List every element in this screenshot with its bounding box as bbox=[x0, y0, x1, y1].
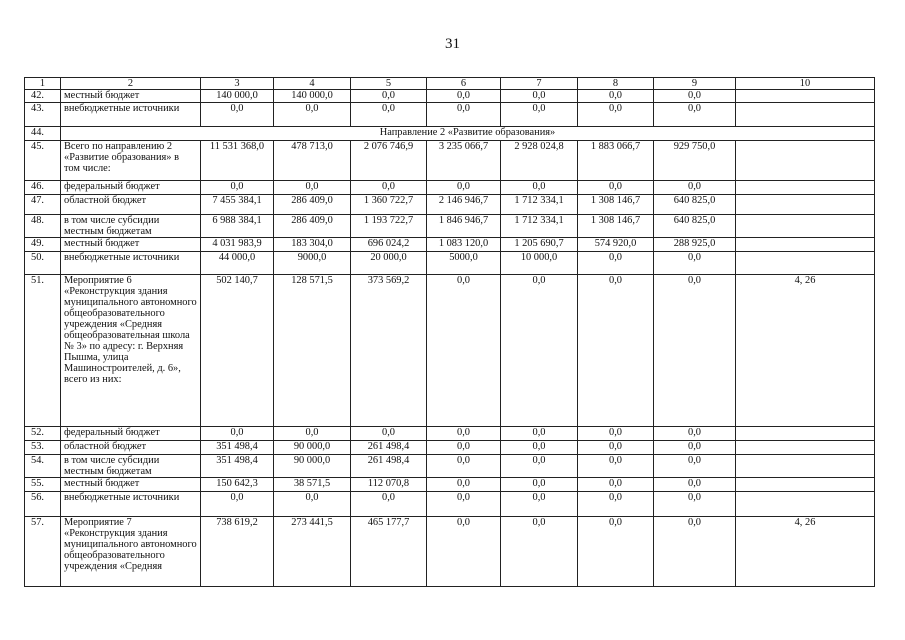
value-cell: 0,0 bbox=[578, 427, 654, 441]
value-cell: 3 235 066,7 bbox=[427, 141, 501, 181]
row-label: Всего по направлению 2 «Развитие образования» в том числе: bbox=[61, 141, 201, 181]
value-cell: 2 928 024,8 bbox=[501, 141, 578, 181]
value-cell: 0,0 bbox=[501, 181, 578, 195]
value-cell: 0,0 bbox=[578, 275, 654, 427]
value-cell: 640 825,0 bbox=[654, 215, 736, 238]
value-cell: 0,0 bbox=[274, 492, 351, 517]
value-cell: 286 409,0 bbox=[274, 215, 351, 238]
value-cell: 0,0 bbox=[654, 275, 736, 427]
value-cell: 0,0 bbox=[578, 441, 654, 455]
value-cell: 112 070,8 bbox=[351, 478, 427, 492]
value-cell: 696 024,2 bbox=[351, 238, 427, 252]
value-cell: 273 441,5 bbox=[274, 517, 351, 587]
value-cell: 5000,0 bbox=[427, 252, 501, 275]
target-ref-cell bbox=[736, 141, 875, 181]
target-ref-cell bbox=[736, 441, 875, 455]
row-number: 47. bbox=[25, 195, 61, 215]
row-label: областной бюджет bbox=[61, 195, 201, 215]
row-number: 42. bbox=[25, 90, 61, 103]
value-cell: 0,0 bbox=[501, 517, 578, 587]
value-cell: 0,0 bbox=[351, 181, 427, 195]
value-cell: 0,0 bbox=[427, 103, 501, 127]
value-cell: 0,0 bbox=[501, 275, 578, 427]
row-number: 52. bbox=[25, 427, 61, 441]
target-ref-cell: 4, 26 bbox=[736, 275, 875, 427]
value-cell: 929 750,0 bbox=[654, 141, 736, 181]
row-number: 48. bbox=[25, 215, 61, 238]
value-cell: 1 193 722,7 bbox=[351, 215, 427, 238]
row-label: местный бюджет bbox=[61, 90, 201, 103]
row-number: 57. bbox=[25, 517, 61, 587]
header-cell: 3 bbox=[201, 78, 274, 90]
value-cell: 0,0 bbox=[654, 455, 736, 478]
value-cell: 0,0 bbox=[427, 90, 501, 103]
target-ref-cell bbox=[736, 492, 875, 517]
value-cell: 0,0 bbox=[201, 103, 274, 127]
value-cell: 465 177,7 bbox=[351, 517, 427, 587]
value-cell: 0,0 bbox=[578, 478, 654, 492]
value-cell: 288 925,0 bbox=[654, 238, 736, 252]
value-cell: 0,0 bbox=[274, 103, 351, 127]
row-number: 44. bbox=[25, 127, 61, 141]
value-cell: 1 308 146,7 bbox=[578, 195, 654, 215]
value-cell: 0,0 bbox=[654, 478, 736, 492]
value-cell: 0,0 bbox=[654, 492, 736, 517]
row-label: в том числе субсидии местным бюджетам bbox=[61, 455, 201, 478]
row-label: областной бюджет bbox=[61, 441, 201, 455]
value-cell: 0,0 bbox=[501, 103, 578, 127]
target-ref-cell bbox=[736, 252, 875, 275]
table-row bbox=[25, 252, 875, 275]
value-cell: 0,0 bbox=[427, 517, 501, 587]
table-row bbox=[25, 517, 875, 587]
value-cell: 1 883 066,7 bbox=[578, 141, 654, 181]
table-row bbox=[25, 238, 875, 252]
row-number: 55. bbox=[25, 478, 61, 492]
section-row bbox=[25, 127, 875, 141]
table-row bbox=[25, 427, 875, 441]
header-row bbox=[25, 78, 875, 90]
value-cell: 351 498,4 bbox=[201, 441, 274, 455]
row-label: внебюджетные источники bbox=[61, 492, 201, 517]
header-cell: 1 bbox=[25, 78, 61, 90]
header-cell: 6 bbox=[427, 78, 501, 90]
value-cell: 1 308 146,7 bbox=[578, 215, 654, 238]
target-ref-cell bbox=[736, 478, 875, 492]
value-cell: 0,0 bbox=[427, 427, 501, 441]
header-cell: 5 bbox=[351, 78, 427, 90]
value-cell: 38 571,5 bbox=[274, 478, 351, 492]
value-cell: 0,0 bbox=[654, 517, 736, 587]
row-number: 43. bbox=[25, 103, 61, 127]
value-cell: 351 498,4 bbox=[201, 455, 274, 478]
table-row bbox=[25, 195, 875, 215]
page-number: 31 bbox=[445, 36, 460, 52]
header-cell: 10 bbox=[736, 78, 875, 90]
value-cell: 0,0 bbox=[501, 427, 578, 441]
target-ref-cell bbox=[736, 238, 875, 252]
value-cell: 10 000,0 bbox=[501, 252, 578, 275]
value-cell: 0,0 bbox=[427, 492, 501, 517]
value-cell: 0,0 bbox=[201, 181, 274, 195]
value-cell: 90 000,0 bbox=[274, 441, 351, 455]
row-number: 49. bbox=[25, 238, 61, 252]
value-cell: 373 569,2 bbox=[351, 275, 427, 427]
target-ref-cell bbox=[736, 427, 875, 441]
row-number: 46. bbox=[25, 181, 61, 195]
table-row bbox=[25, 478, 875, 492]
header-cell: 8 bbox=[578, 78, 654, 90]
table-row bbox=[25, 455, 875, 478]
target-ref-cell bbox=[736, 215, 875, 238]
value-cell: 0,0 bbox=[351, 103, 427, 127]
value-cell: 1 846 946,7 bbox=[427, 215, 501, 238]
table-row bbox=[25, 492, 875, 517]
value-cell: 44 000,0 bbox=[201, 252, 274, 275]
value-cell: 2 076 746,9 bbox=[351, 141, 427, 181]
value-cell: 0,0 bbox=[427, 455, 501, 478]
value-cell: 0,0 bbox=[578, 103, 654, 127]
value-cell: 150 642,3 bbox=[201, 478, 274, 492]
value-cell: 140 000,0 bbox=[201, 90, 274, 103]
value-cell: 4 031 983,9 bbox=[201, 238, 274, 252]
target-ref-cell bbox=[736, 195, 875, 215]
table-row bbox=[25, 181, 875, 195]
row-label: федеральный бюджет bbox=[61, 181, 201, 195]
row-label: Мероприятие 6 «Реконструкция здания муниципального автономного общеобразовательного учреждения «Средняя общеобразовательная школа № 3» по адресу: г. Верхняя Пышма, улица Машиностроителей, д. 6», всего из них: bbox=[61, 275, 201, 427]
value-cell: 502 140,7 bbox=[201, 275, 274, 427]
value-cell: 574 920,0 bbox=[578, 238, 654, 252]
target-ref-cell bbox=[736, 103, 875, 127]
value-cell: 0,0 bbox=[201, 427, 274, 441]
value-cell: 0,0 bbox=[578, 492, 654, 517]
value-cell: 2 146 946,7 bbox=[427, 195, 501, 215]
table-row bbox=[25, 441, 875, 455]
value-cell: 0,0 bbox=[654, 252, 736, 275]
value-cell: 0,0 bbox=[578, 252, 654, 275]
value-cell: 0,0 bbox=[501, 492, 578, 517]
value-cell: 6 988 384,1 bbox=[201, 215, 274, 238]
row-number: 54. bbox=[25, 455, 61, 478]
row-label: Мероприятие 7 «Реконструкция здания муниципального автономного общеобразовательного учреждения «Средняя bbox=[61, 517, 201, 587]
header-cell: 9 bbox=[654, 78, 736, 90]
value-cell: 183 304,0 bbox=[274, 238, 351, 252]
target-ref-cell bbox=[736, 90, 875, 103]
value-cell: 0,0 bbox=[501, 478, 578, 492]
value-cell: 140 000,0 bbox=[274, 90, 351, 103]
value-cell: 0,0 bbox=[274, 181, 351, 195]
value-cell: 261 498,4 bbox=[351, 455, 427, 478]
value-cell: 9000,0 bbox=[274, 252, 351, 275]
value-cell: 261 498,4 bbox=[351, 441, 427, 455]
row-label: местный бюджет bbox=[61, 478, 201, 492]
value-cell: 0,0 bbox=[654, 427, 736, 441]
row-label: внебюджетные источники bbox=[61, 252, 201, 275]
value-cell: 0,0 bbox=[578, 181, 654, 195]
row-number: 53. bbox=[25, 441, 61, 455]
value-cell: 1 083 120,0 bbox=[427, 238, 501, 252]
target-ref-cell bbox=[736, 455, 875, 478]
value-cell: 0,0 bbox=[654, 90, 736, 103]
target-ref-cell: 4, 26 bbox=[736, 517, 875, 587]
value-cell: 0,0 bbox=[654, 103, 736, 127]
row-label: местный бюджет bbox=[61, 238, 201, 252]
value-cell: 0,0 bbox=[427, 478, 501, 492]
value-cell: 0,0 bbox=[427, 441, 501, 455]
row-number: 45. bbox=[25, 141, 61, 181]
value-cell: 0,0 bbox=[578, 517, 654, 587]
table-row bbox=[25, 275, 875, 427]
value-cell: 11 531 368,0 bbox=[201, 141, 274, 181]
row-label: в том числе субсидии местным бюджетам bbox=[61, 215, 201, 238]
value-cell: 1 712 334,1 bbox=[501, 215, 578, 238]
value-cell: 0,0 bbox=[427, 181, 501, 195]
value-cell: 0,0 bbox=[274, 427, 351, 441]
header-cell: 7 bbox=[501, 78, 578, 90]
budget-table bbox=[24, 77, 875, 587]
value-cell: 0,0 bbox=[578, 90, 654, 103]
value-cell: 1 360 722,7 bbox=[351, 195, 427, 215]
row-number: 50. bbox=[25, 252, 61, 275]
value-cell: 90 000,0 bbox=[274, 455, 351, 478]
value-cell: 1 205 690,7 bbox=[501, 238, 578, 252]
value-cell: 0,0 bbox=[351, 427, 427, 441]
value-cell: 0,0 bbox=[351, 90, 427, 103]
value-cell: 286 409,0 bbox=[274, 195, 351, 215]
row-number: 56. bbox=[25, 492, 61, 517]
header-cell: 2 bbox=[61, 78, 201, 90]
value-cell: 738 619,2 bbox=[201, 517, 274, 587]
value-cell: 0,0 bbox=[501, 90, 578, 103]
section-title: Направление 2 «Развитие образования» bbox=[61, 127, 875, 141]
header-cell: 4 bbox=[274, 78, 351, 90]
value-cell: 0,0 bbox=[654, 441, 736, 455]
value-cell: 0,0 bbox=[501, 441, 578, 455]
value-cell: 640 825,0 bbox=[654, 195, 736, 215]
table-row bbox=[25, 103, 875, 127]
table-row bbox=[25, 90, 875, 103]
value-cell: 0,0 bbox=[578, 455, 654, 478]
value-cell: 1 712 334,1 bbox=[501, 195, 578, 215]
row-label: федеральный бюджет bbox=[61, 427, 201, 441]
row-number: 51. bbox=[25, 275, 61, 427]
value-cell: 0,0 bbox=[654, 181, 736, 195]
row-label: внебюджетные источники bbox=[61, 103, 201, 127]
target-ref-cell bbox=[736, 181, 875, 195]
table-row bbox=[25, 141, 875, 181]
table-row bbox=[25, 215, 875, 238]
value-cell: 0,0 bbox=[427, 275, 501, 427]
value-cell: 0,0 bbox=[201, 492, 274, 517]
value-cell: 128 571,5 bbox=[274, 275, 351, 427]
value-cell: 0,0 bbox=[501, 455, 578, 478]
value-cell: 478 713,0 bbox=[274, 141, 351, 181]
value-cell: 7 455 384,1 bbox=[201, 195, 274, 215]
value-cell: 20 000,0 bbox=[351, 252, 427, 275]
value-cell: 0,0 bbox=[351, 492, 427, 517]
